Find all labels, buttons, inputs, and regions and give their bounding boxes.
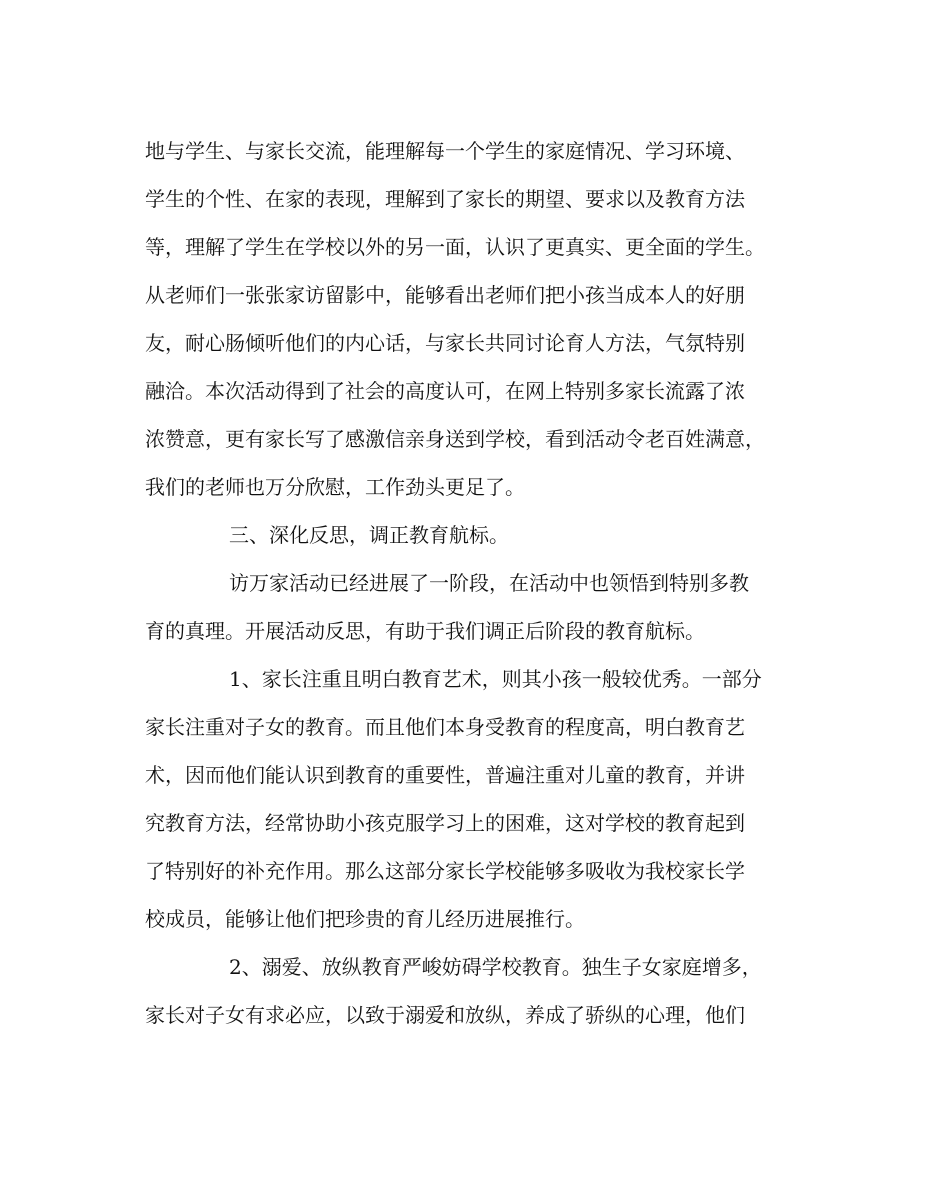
text-line: 等，理解了学生在学校以外的另一面，认识了更真实、更全面的学生。 xyxy=(145,235,765,259)
paragraph-start-line: 2、溺爱、放纵教育严峻妨碍学校教育。独生子女家庭增多， xyxy=(229,955,762,979)
text-line: 校成员，能够让他们把珍贵的育儿经历进展推行。 xyxy=(145,907,585,931)
text-line: 融洽。本次活动得到了社会的高度认可，在网上特别多家长流露了浓 xyxy=(145,379,745,403)
text-line: 学生的个性、在家的表现，理解到了家长的期望、要求以及教育方法 xyxy=(145,187,745,211)
text-line: 家长对子女有求必应，以致于溺爱和放纵，养成了骄纵的心理，他们 xyxy=(145,1003,745,1027)
document-body xyxy=(145,127,815,1039)
text-line: 究教育方法，经常协助小孩克服学习上的困难，这对学校的教育起到 xyxy=(145,811,745,835)
paragraph-start-line: 访万家活动已经进展了一阶段，在活动中也领悟到特别多教 xyxy=(229,571,749,595)
text-line: 地与学生、与家长交流，能理解每一个学生的家庭情况、学习环境、 xyxy=(145,139,745,163)
text-line: 从老师们一张张家访留影中，能够看出老师们把小孩当成本人的好朋 xyxy=(145,283,745,307)
text-line: 浓赞意，更有家长写了感激信亲身送到学校，看到活动令老百姓满意， xyxy=(145,427,765,451)
text-line: 术，因而他们能认识到教育的重要性，普遍注重对儿童的教育，并讲 xyxy=(145,763,745,787)
text-line: 家长注重对子女的教育。而且他们本身受教育的程度高，明白教育艺 xyxy=(145,715,745,739)
section-heading: 三、深化反思，调正教育航标。 xyxy=(229,523,509,547)
text-line: 友，耐心肠倾听他们的内心话，与家长共同讨论育人方法，气氛特别 xyxy=(145,331,745,355)
paragraph-start-line: 1、家长注重且明白教育艺术，则其小孩一般较优秀。一部分 xyxy=(229,667,762,691)
text-line: 了特别好的补充作用。那么这部分家长学校能够多吸收为我校家长学 xyxy=(145,859,745,883)
text-line: 我们的老师也万分欣慰，工作劲头更足了。 xyxy=(145,475,525,499)
text-line: 育的真理。开展活动反思，有助于我们调正后阶段的教育航标。 xyxy=(145,619,705,643)
